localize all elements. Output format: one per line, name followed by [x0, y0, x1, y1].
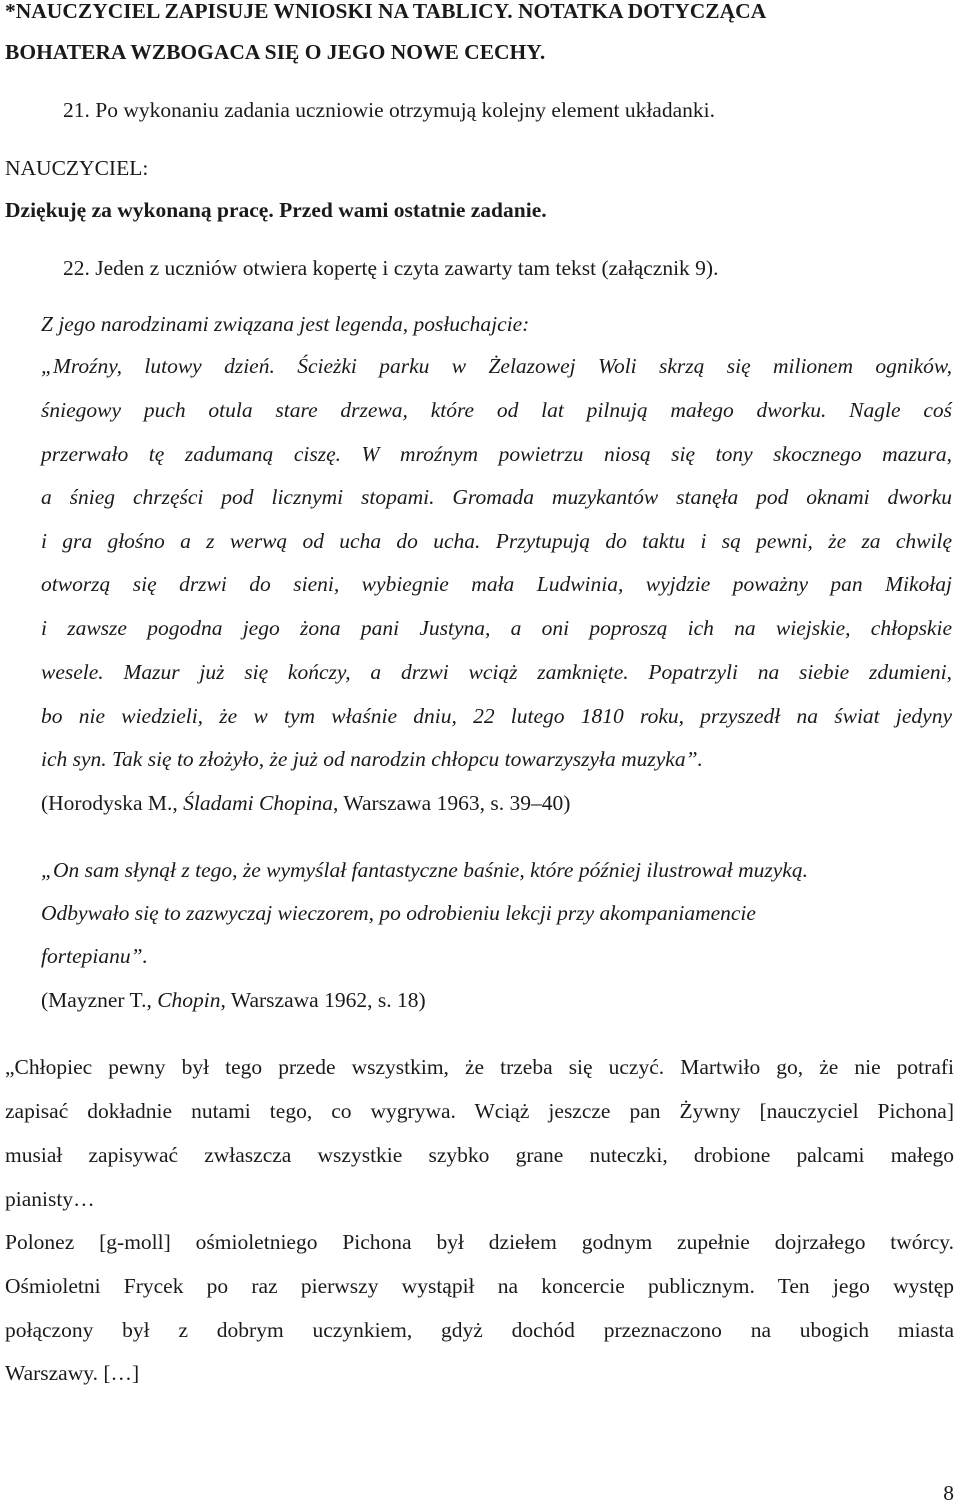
quote3-line: Warszawy. […]: [5, 1361, 140, 1385]
quote1-line: bo nie wiedzieli, że w tym właśnie dniu, 22 lutego 1810 roku, przyszedł na świat jedyny: [41, 704, 952, 728]
legend-intro: Z jego narodzinami związana jest legenda, posłuchajcie:: [41, 312, 530, 336]
quote1-line: przerwało tę zadumaną ciszę. W mroźnym powietrzu niosą się tony skocznego mazura,: [41, 442, 952, 466]
quote1-line: i zawsze pogodna jego żona pani Justyna, a oni poproszą ich na wiejskie, chłopskie: [41, 616, 952, 640]
quote1-line: wesele. Mazur już się kończy, a drzwi wciąż zamknięte. Popatrzyli na siebie zdumieni,: [41, 660, 952, 684]
quote1-line: i gra głośno a z werwą od ucha do ucha. Przytupują do taktu i są pewni, że za chwilę: [41, 529, 952, 553]
citation-1: [41, 790, 960, 816]
quote3-line: musiał zapisywać zwłaszcza wszystkie szybko grane nuteczki, drobione palcami małego: [5, 1143, 954, 1167]
header-line-1: *NAUCZYCIEL ZAPISUJE WNIOSKI NA TABLICY. NOTATKA DOTYCZĄCA: [5, 0, 767, 23]
citation-author: (Horodyska M.,: [41, 791, 184, 815]
citation-rest: , Warszawa 1962, s. 18): [220, 988, 426, 1012]
quote2-line: Odbywało się to zazwyczaj wieczorem, po odrobieniu lekcji przy akompaniamencie: [41, 901, 756, 925]
quote1-line: śniegowy puch otula stare drzewa, które od lat pilnują małego dworku. Nagle coś: [41, 398, 952, 422]
quote2-line: „On sam słynął z tego, że wymyślał fantastyczne baśnie, które później ilustrował muzyką.: [41, 858, 808, 882]
step-21: 21. Po wykonaniu zadania uczniowie otrzymują kolejny element układanki.: [63, 98, 715, 122]
quote3-line: „Chłopiec pewny był tego przede wszystkim, że trzeba się uczyć. Martwiło go, że nie potrafi: [5, 1055, 954, 1079]
header-line-2: BOHATERA WZBOGACA SIĘ O JEGO NOWE CECHY.: [5, 40, 546, 64]
step-22: 22. Jeden z uczniów otwiera kopertę i czyta zawarty tam tekst (załącznik 9).: [63, 256, 719, 280]
quote3-line: Polonez [g-moll] ośmioletniego Pichona był dziełem godnym zupełnie dojrzałego twórcy.: [5, 1230, 954, 1254]
quote1-line: otworzą się drzwi do sieni, wybiegnie mała Ludwinia, wyjdzie poważny pan Mikołaj: [41, 572, 952, 596]
quote1-line: „Mroźny, lutowy dzień. Ścieżki parku w Żelazowej Woli skrzą się milionem ogników,: [41, 354, 952, 378]
citation-author: (Mayzner T.,: [41, 988, 158, 1012]
quote3-line: Ośmioletni Frycek po raz pierwszy wystąpił na koncercie publicznym. Ten jego występ: [5, 1274, 954, 1298]
quote1-line: a śnieg chrzęści pod licznymi stopami. Gromada muzykantów stanęła pod oknami dworku: [41, 485, 952, 509]
quote3-line: pianisty…: [5, 1187, 95, 1211]
quote3-line: połączony był z dobrym uczynkiem, gdyż dochód przeznaczono na ubogich miasta: [5, 1318, 954, 1342]
citation-title: Śladami Chopina: [183, 791, 334, 815]
page-number: 8: [943, 1481, 954, 1505]
citation-rest: , Warszawa 1963, s. 39–40): [333, 791, 571, 815]
teacher-speech: Dziękuję za wykonaną pracę. Przed wami ostatnie zadanie.: [5, 198, 547, 222]
teacher-label: NAUCZYCIEL:: [5, 156, 149, 180]
quote3-line: zapisać dokładnie nutami tego, co wygrywa. Wciąż jeszcze pan Żywny [nauczyciel Pichona]: [5, 1099, 954, 1123]
quote2-line: fortepianu”.: [41, 944, 148, 968]
quote1-line: ich syn. Tak się to złożyło, że już od narodzin chłopcu towarzyszyła muzyka”.: [41, 747, 703, 771]
citation-2: [41, 987, 960, 1013]
citation-title: Chopin: [157, 988, 221, 1012]
